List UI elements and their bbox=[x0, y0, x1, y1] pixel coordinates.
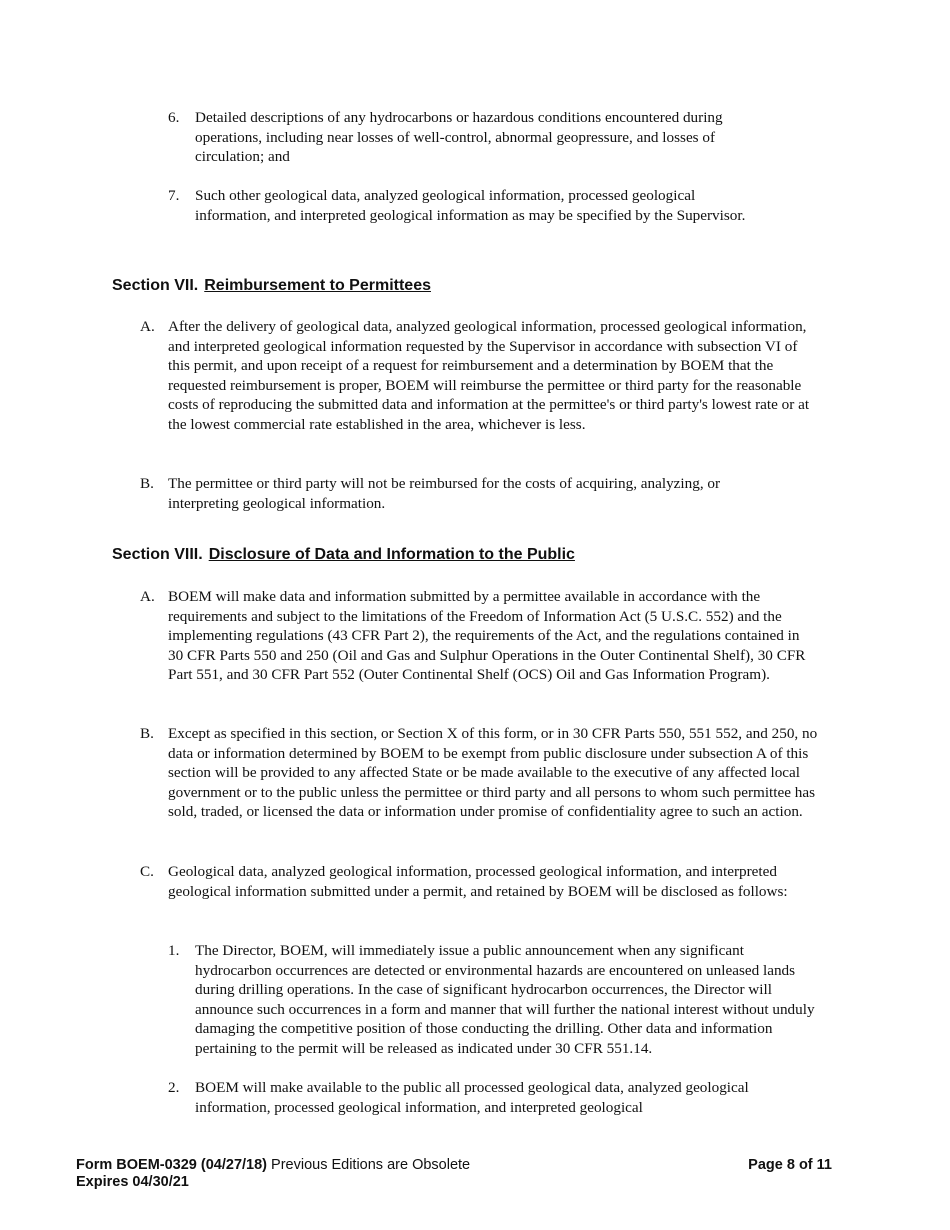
list-marker: C. bbox=[140, 863, 154, 880]
list-marker: 1. bbox=[168, 942, 180, 959]
list-item-text: Except as specified in this section, or Section X of this form, or in 30 CFR Parts 550, 551 552, and 250, no data or information determined by BOEM to be exempt from public disclosure under subsection A of this section will be provided to any affected State or be made available to the executive of any affected local government or to the public unless the permittee or third party and all persons to whom such permittee has sold, traded, or licensed the data or information under promise of confidentiality agree to such an action. bbox=[168, 725, 818, 821]
list-item-6 bbox=[168, 108, 762, 167]
list-item-text: After the delivery of geological data, analyzed geological information, processed geological information, and interpreted geological information requested by the Supervisor in accordance with subsection VI of this permit, and upon receipt of a request for reimbursement and a determination by BOEM that the requested reimbursement is proper, BOEM will reimburse the permittee or third party for the reasonable costs of reproducing the submitted data and information at the permittee's or third party's lowest rate or at the lowest commercial rate established in the area, whichever is less. bbox=[168, 318, 810, 433]
section-vii-heading bbox=[112, 276, 431, 296]
list-item-7 bbox=[168, 186, 762, 225]
section-title: Disclosure of Data and Information to the Public bbox=[208, 546, 575, 563]
section-title: Reimbursement to Permittees bbox=[204, 277, 431, 294]
section-viii-subitem-2 bbox=[168, 1078, 824, 1117]
list-item-text: The Director, BOEM, will immediately issue a public announcement when any significant hydrocarbon occurrences are detected or environmental hazards are encountered on unleased lands during drilling operations. In the case of significant hydrocarbon occurrences, the Director will announce such occurrences in a form and manner that will further the national interest without unduly damaging the competitive position of those conducting the drilling. Other data and information pertaining to the permit will be released as indicated under 30 CFR 551.14. bbox=[195, 942, 815, 1057]
list-item-text: Geological data, analyzed geological information, processed geological information, and interpreted geological information submitted under a permit, and retained by BOEM will be disclosed as follows: bbox=[168, 863, 788, 900]
section-vii-item-b bbox=[140, 474, 790, 513]
list-marker: A. bbox=[140, 318, 155, 335]
list-marker: 2. bbox=[168, 1079, 180, 1096]
section-vii-item-a bbox=[140, 317, 812, 435]
section-label: Section VII. bbox=[112, 277, 199, 294]
list-item-text: BOEM will make available to the public all processed geological data, analyzed geological information, processed geological information, and interpreted geological bbox=[195, 1079, 749, 1116]
footer-form-line bbox=[76, 1157, 832, 1174]
footer-expires: Expires 04/30/21 bbox=[76, 1174, 189, 1190]
section-viii-heading bbox=[112, 545, 575, 565]
list-marker: B. bbox=[140, 475, 154, 492]
page-footer bbox=[76, 1157, 832, 1191]
list-marker: A. bbox=[140, 588, 155, 605]
list-item-text: BOEM will make data and information submitted by a permittee available in accordance with the requirements and subject to the limitations of the Freedom of Information Act (5 U.S.C. 552) and the implementing regulations (43 CFR Part 2), the requirements of the Act, and the regulations contained in 30 CFR Parts 550 and 250 (Oil and Gas and Sulphur Operations in the Outer Continental Shelf), 30 CFR Part 551, and 30 CFR Part 552 (Outer Continental Shelf (OCS) Oil and Gas Information Program). bbox=[168, 588, 806, 684]
list-item-text: Such other geological data, analyzed geological information, processed geological information, and interpreted geological information as may be specified by the Supervisor. bbox=[195, 187, 746, 224]
section-viii-subitem-1 bbox=[168, 941, 824, 1059]
footer-note: Previous Editions are Obsolete bbox=[271, 1157, 471, 1173]
form-id: Form BOEM-0329 (04/27/18) bbox=[76, 1157, 267, 1173]
list-item-text: The permittee or third party will not be reimbursed for the costs of acquiring, analyzing, or interpreting geological information. bbox=[168, 475, 721, 512]
section-viii-item-b bbox=[140, 724, 832, 822]
page-number: Page 8 of 11 bbox=[748, 1157, 832, 1173]
section-viii-item-c bbox=[140, 862, 790, 901]
list-item-text: Detailed descriptions of any hydrocarbons or hazardous conditions encountered during operations, including near losses of well-control, abnormal geopressure, and losses of circulation; and bbox=[195, 109, 723, 166]
list-marker: B. bbox=[140, 725, 154, 742]
section-label: Section VIII. bbox=[112, 546, 203, 563]
section-viii-item-a bbox=[140, 587, 812, 685]
list-marker: 6. bbox=[168, 109, 180, 126]
list-marker: 7. bbox=[168, 187, 180, 204]
